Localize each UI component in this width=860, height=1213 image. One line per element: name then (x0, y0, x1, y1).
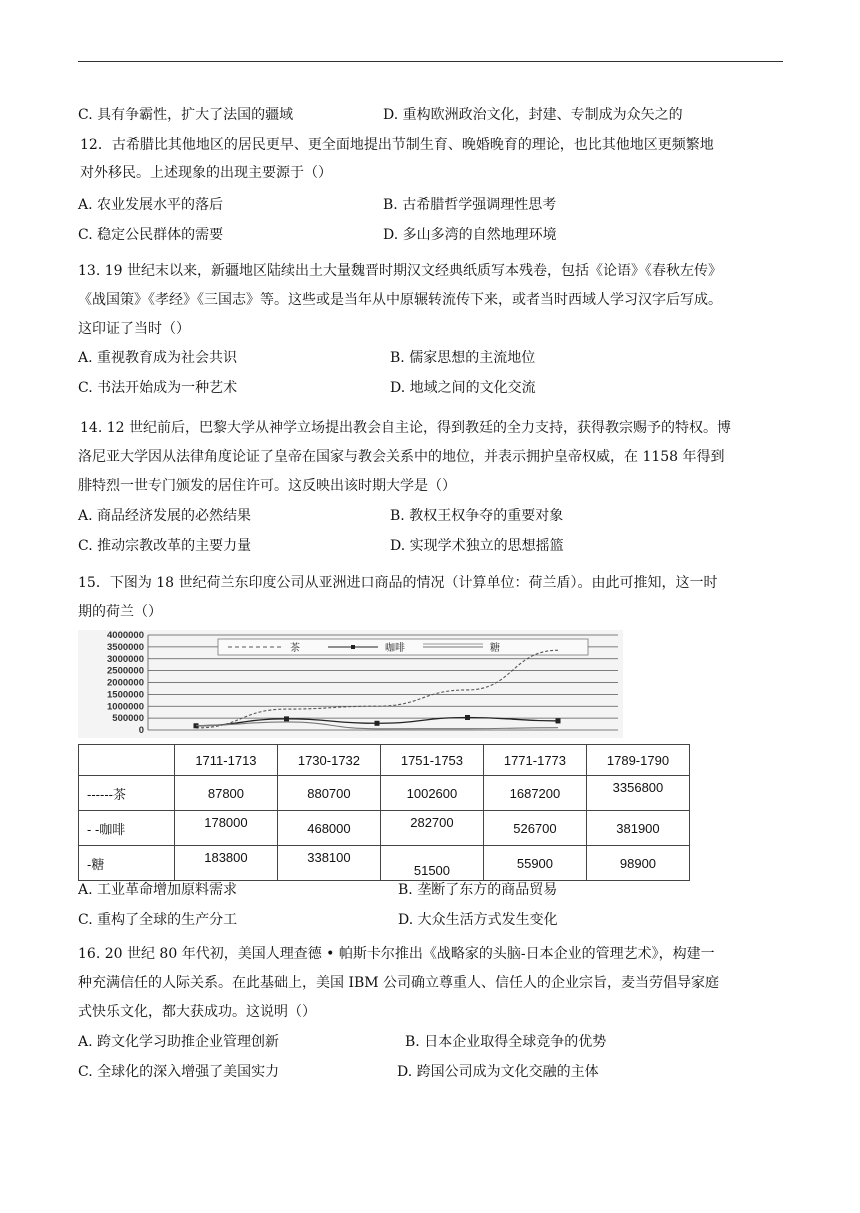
table-cell: 526700 (483, 811, 586, 846)
table-cell: 55900 (483, 846, 586, 881)
row-label-tea: ------茶 (79, 776, 175, 811)
table-cell: 183800 (174, 846, 277, 881)
legend-label-1: 咖啡 (385, 643, 405, 654)
table-cell: 87800 (174, 776, 277, 811)
table-header-cell: 1771-1773 (483, 745, 586, 776)
legend-marker-1 (351, 645, 355, 649)
q12-option-b[interactable]: B. 古希腊哲学强调理性思考 (383, 197, 557, 213)
y-tick-label: 4000000 (107, 630, 144, 641)
q14-option-b[interactable]: B. 教权王权争夺的重要对象 (390, 508, 564, 524)
series-point-coffee (284, 716, 289, 721)
table-cell: 282700 (380, 811, 483, 846)
legend-label-0: 茶 (290, 643, 300, 654)
table-cell: 338100 (277, 846, 380, 881)
q16-option-c[interactable]: C. 全球化的深入增强了美国实力 (78, 1064, 280, 1080)
q12-stem-line1: 12．古希腊比其他地区的居民更早、更全面地提出节制生育、晚婚晚育的理论，也比其他地区更频繁地 (80, 137, 714, 153)
q13-option-d[interactable]: D. 地域之间的文化交流 (390, 380, 536, 396)
q15-option-a[interactable]: A. 工业革命增加原料需求 (78, 882, 238, 898)
q12-option-a[interactable]: A. 农业发展水平的落后 (78, 197, 224, 213)
q12-option-c[interactable]: C. 稳定公民群体的需要 (78, 227, 224, 243)
q13-option-a[interactable]: A. 重视教育成为社会共识 (78, 350, 238, 366)
q16-stem-line2: 种充满信任的人际关系。在此基础上，美国 IBM 公司确立尊重人、信任人的企业宗旨，麦当劳倡导家庭 (78, 975, 720, 991)
table-header-cell: 1751-1753 (380, 745, 483, 776)
y-tick-label: 1000000 (107, 701, 144, 713)
q14-stem-line2: 洛尼亚大学因从法律角度论证了皇帝在国家与教会关系中的地位，并表示拥护皇帝权威，在 1158 年得到 (78, 449, 725, 465)
table-row (79, 811, 690, 846)
y-tick-label: 3000000 (107, 653, 144, 665)
q14-stem-line1: 14. 12 世纪前后，巴黎大学从神学立场提出教会自主论，得到教廷的全力支持，获得教宗赐予的特权。博 (80, 420, 731, 436)
table-cell: 178000 (174, 811, 277, 846)
q15-option-d[interactable]: D. 大众生活方式发生变化 (398, 912, 558, 928)
table-cell: 51500 (380, 846, 483, 881)
y-tick-label: 3500000 (107, 641, 144, 653)
table-cell: 98900 (586, 846, 689, 881)
table-row (79, 846, 690, 881)
q16-option-a[interactable]: A. 跨文化学习助推企业管理创新 (78, 1034, 280, 1050)
q14-stem-line3: 腓特烈一世专门颁发的居住许可。这反映出该时期大学是（） (78, 478, 456, 494)
q16-stem-line3: 式快乐文化，都大获成功。这说明（） (78, 1004, 316, 1020)
table-cell: 880700 (277, 776, 380, 811)
q16-option-d[interactable]: D. 跨国公司成为文化交融的主体 (397, 1064, 599, 1080)
q12-option-d[interactable]: D. 多山多湾的自然地理环境 (383, 227, 557, 243)
legend-label-2: 糖 (490, 643, 500, 654)
table-cell: 3356800 (586, 776, 689, 811)
y-tick-label: 1500000 (107, 689, 144, 701)
q13-stem-line1: 13. 19 世纪末以来，新疆地区陆续出土大量魏晋时期汉文经典纸质写本残卷，包括《论语》《春秋左传》 (78, 263, 722, 279)
q15-stem-line1: 15．下图为 18 世纪荷兰东印度公司从亚洲进口商品的情况（计算单位：荷兰盾）。由此可推知，这一时 (78, 575, 718, 591)
series-point-coffee (556, 718, 561, 723)
q13-option-c[interactable]: C. 书法开始成为一种艺术 (78, 380, 238, 396)
q11-option-d[interactable]: D. 重构欧洲政治文化，封建、专制成为众矢之的 (383, 107, 683, 123)
q14-option-d[interactable]: D. 实现学术独立的思想摇篮 (390, 538, 564, 554)
y-tick-label: 2000000 (107, 677, 144, 689)
table-corner-cell (79, 745, 175, 776)
q13-stem-line3: 这印证了当时（） (78, 321, 190, 337)
q14-option-c[interactable]: C. 推动宗教改革的主要力量 (78, 538, 252, 554)
q15-stem-line2: 期的荷兰（） (78, 604, 162, 620)
q14-option-a[interactable]: A. 商品经济发展的必然结果 (78, 508, 252, 524)
import-line-chart (78, 630, 623, 738)
q13-stem-line2: 《战国策》《孝经》《三国志》等。这些或是当年从中原辗转流传下来，或者当时西域人学习汉字后写成。 (78, 292, 722, 308)
table-cell: 1687200 (483, 776, 586, 811)
table-header-row (79, 745, 690, 776)
y-tick-label: 0 (138, 725, 144, 736)
table-header-cell: 1730-1732 (277, 745, 380, 776)
y-tick-label: 2500000 (107, 665, 144, 677)
series-point-coffee (465, 715, 470, 720)
table-cell: 1002600 (380, 776, 483, 811)
q15-option-b[interactable]: B. 垄断了东方的商品贸易 (398, 882, 558, 898)
row-label-coffee: - -咖啡 (79, 811, 175, 846)
row-label-sugar: -糖 (79, 846, 175, 881)
table-cell: 381900 (586, 811, 689, 846)
q16-stem-line1: 16. 20 世纪 80 年代初，美国人理查德 • 帕斯卡尔推出《战略家的头脑-日本企业的管理艺术》，构建一 (78, 946, 715, 962)
q11-option-c[interactable]: C. 具有争霸性，扩大了法国的疆域 (78, 107, 294, 123)
table-row (79, 776, 690, 811)
q15-option-c[interactable]: C. 重构了全球的生产分工 (78, 912, 238, 928)
chart-svg (78, 630, 623, 738)
series-point-coffee (375, 721, 380, 726)
q16-option-b[interactable]: B. 日本企业取得全球竞争的优势 (405, 1034, 607, 1050)
header-rule (78, 61, 783, 62)
table-header-cell: 1711-1713 (174, 745, 277, 776)
import-table (78, 744, 690, 881)
table-cell: 468000 (277, 811, 380, 846)
q13-option-b[interactable]: B. 儒家思想的主流地位 (390, 350, 536, 366)
table-header-cell: 1789-1790 (586, 745, 689, 776)
series-line-0 (196, 650, 558, 728)
y-tick-label: 500000 (112, 713, 144, 725)
q12-stem-line2: 对外移民。上述现象的出现主要源于（） (80, 165, 332, 181)
